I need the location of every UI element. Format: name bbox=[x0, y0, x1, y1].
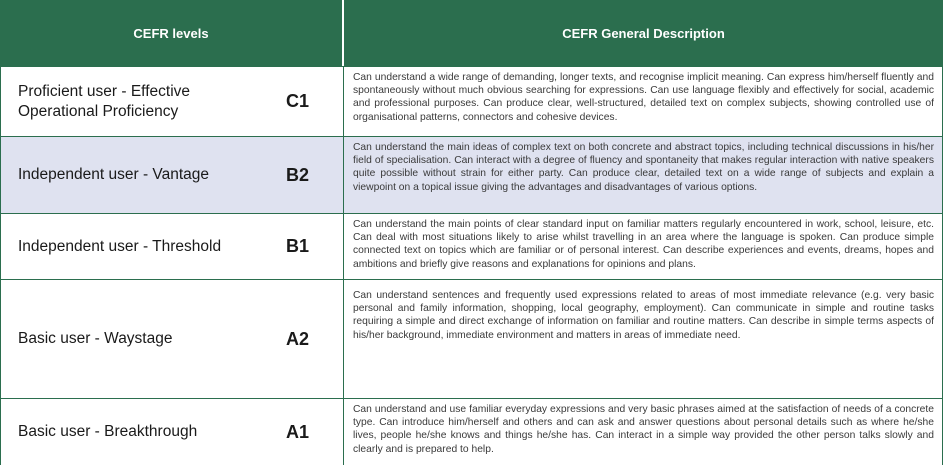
table-row-a1 bbox=[0, 398, 943, 465]
level-name: Basic user - Breakthrough bbox=[0, 399, 252, 465]
level-code: A1 bbox=[252, 399, 344, 465]
table-row-a2 bbox=[0, 279, 943, 398]
level-name: Basic user - Waystage bbox=[0, 280, 252, 398]
level-description: Can understand sentences and frequently used expressions related to areas of most immediate relevance (e.g. very basic personal and family information, shopping, local geography, employment). Can communicate in simple and routine tasks requiring a simple and direct exchange of information on familiar and routine matters. Can describe in simple terms aspects of his/her background, immediate environment and matters in areas of immediate need. bbox=[344, 280, 943, 398]
table-row-c1 bbox=[0, 66, 943, 136]
header-levels: CEFR levels bbox=[0, 0, 344, 66]
table-row-b1 bbox=[0, 213, 943, 279]
level-description: Can understand a wide range of demanding, longer texts, and recognise implicit meaning. Can express him/herself fluently and spontaneously without much obvious searching for expressions. Can use language flexibly and effectively for social, academic and professional purposes. Can produce clear, well-structured, detailed text on complex subjects, showing controlled use of organisational patterns, connectors and cohesive devices. bbox=[344, 67, 943, 136]
table-row-b2 bbox=[0, 136, 943, 213]
table-header bbox=[0, 0, 943, 66]
level-code: B2 bbox=[252, 137, 344, 213]
level-description: Can understand and use familiar everyday expressions and very basic phrases aimed at the satisfaction of needs of a concrete type. Can introduce him/herself and others and can ask and answer questions about personal details such as where he/she lives, people he/she knows and things he/she has. Can interact in a simple way provided the other person talks slowly and clearly and is prepared to help. bbox=[344, 399, 943, 465]
level-code: C1 bbox=[252, 67, 344, 136]
level-name: Independent user - Vantage bbox=[0, 137, 252, 213]
level-code: B1 bbox=[252, 214, 344, 279]
level-description: Can understand the main ideas of complex text on both concrete and abstract topics, including technical discussions in his/her field of specialisation. Can interact with a degree of fluency and spontaneity that makes regular interaction with native speakers quite possible without strain for either party. Can produce clear, detailed text on a wide range of subjects and explain a viewpoint on a topical issue giving the advantages and disadvantages of various options. bbox=[344, 137, 943, 213]
level-name: Proficient user - Effective Operational Proficiency bbox=[0, 67, 252, 136]
level-code: A2 bbox=[252, 280, 344, 398]
level-description: Can understand the main points of clear standard input on familiar matters regularly encountered in work, school, leisure, etc. Can deal with most situations likely to arise whilst travelling in an area where the language is spoken. Can produce simple connected text on topics which are familiar or of personal interest. Can describe experiences and events, dreams, hopes and ambitions and briefly give reasons and explanations for opinions and plans. bbox=[344, 214, 943, 279]
header-description: CEFR General Description bbox=[562, 25, 725, 41]
level-name: Independent user - Threshold bbox=[0, 214, 252, 279]
